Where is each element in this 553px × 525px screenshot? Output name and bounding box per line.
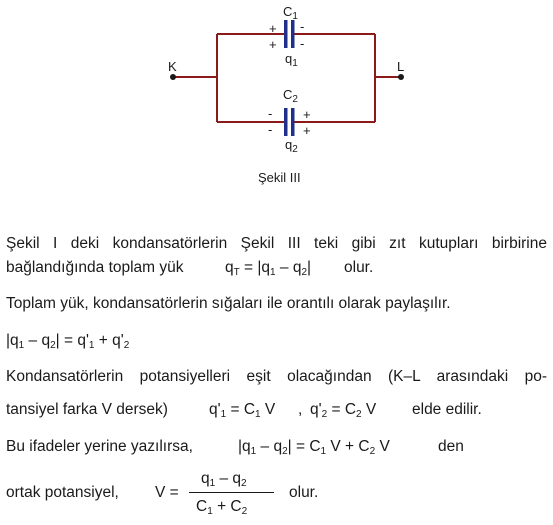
c1-left-sign-top: + bbox=[269, 21, 277, 36]
p1-line2-text: bağlandığında toplam yük bbox=[6, 259, 184, 276]
c1-label: $C_1$ bbox=[283, 4, 298, 22]
q1-prime-formula: $q'_1 = C_1$ V bbox=[209, 401, 276, 420]
p6-end: olur. bbox=[289, 484, 319, 501]
p1-line1: Şekil I deki kondansatörlerin Şekil III teki gibi zıt kutupları birbirine bbox=[6, 235, 547, 252]
capacitor-plate bbox=[291, 108, 295, 136]
capacitor-plate bbox=[291, 20, 295, 48]
capacitor-plates bbox=[284, 20, 295, 136]
fraction-numerator: $q_1 - q_2$ bbox=[201, 470, 247, 489]
c2-charge-label: $q_2$ bbox=[285, 137, 298, 155]
capacitor-plate bbox=[284, 108, 288, 136]
c2-left-sign-top: - bbox=[268, 106, 273, 121]
node-l-label: L bbox=[397, 59, 405, 74]
node-l-dot bbox=[398, 74, 404, 80]
node-k-dot bbox=[170, 74, 176, 80]
fraction-denominator: $C_1 + C_2$ bbox=[196, 498, 248, 517]
c2-right-sign-bottom: + bbox=[303, 123, 311, 138]
c1-charge-label: $q_1$ bbox=[285, 51, 298, 69]
c1-right-sign-top: - bbox=[300, 19, 305, 34]
q2-prime-formula: $q'_2 = C_2$ V bbox=[310, 401, 377, 420]
p2-text: Toplam yük, kondansatörlerin sığaları ile orantılı olarak paylaşılır. bbox=[6, 295, 451, 312]
c2-left-sign-bottom: - bbox=[268, 122, 273, 137]
total-charge-formula: $q_T = |q_1 - q_2|$ bbox=[225, 259, 312, 278]
v-equals: V = bbox=[155, 484, 179, 501]
p6-text: ortak potansiyel, bbox=[6, 484, 119, 501]
c2-label: $C_2$ bbox=[283, 87, 298, 105]
fraction-bar bbox=[189, 492, 274, 493]
p5-text: Bu ifadeler yerine yazılırsa, bbox=[6, 438, 193, 455]
charge-sum-formula: $|q_1 - q_2| = q'_1 + q'_2$ bbox=[6, 332, 130, 351]
c2-right-sign-top: + bbox=[303, 107, 311, 122]
p4-line2-end: elde edilir. bbox=[412, 401, 482, 418]
p5-end: den bbox=[438, 438, 464, 455]
p1-line2-end: olur. bbox=[344, 259, 374, 276]
p4-comma: , bbox=[298, 401, 303, 418]
node-k-label: K bbox=[168, 59, 177, 74]
substitution-formula: $|q_1 - q_2| = C_1$ $V + C_2$ V bbox=[238, 438, 390, 457]
c1-right-sign-bottom: - bbox=[300, 36, 305, 51]
p4-line2-text: tansiyel farka V dersek) bbox=[6, 401, 168, 418]
c1-left-sign-bottom: + bbox=[269, 37, 277, 52]
capacitor-plate bbox=[284, 20, 288, 48]
p4-line1: Kondansatörlerin potansiyelleri eşit olacağından (K–L arasındaki po- bbox=[6, 368, 547, 385]
figure-caption: Şekil III bbox=[258, 170, 301, 185]
